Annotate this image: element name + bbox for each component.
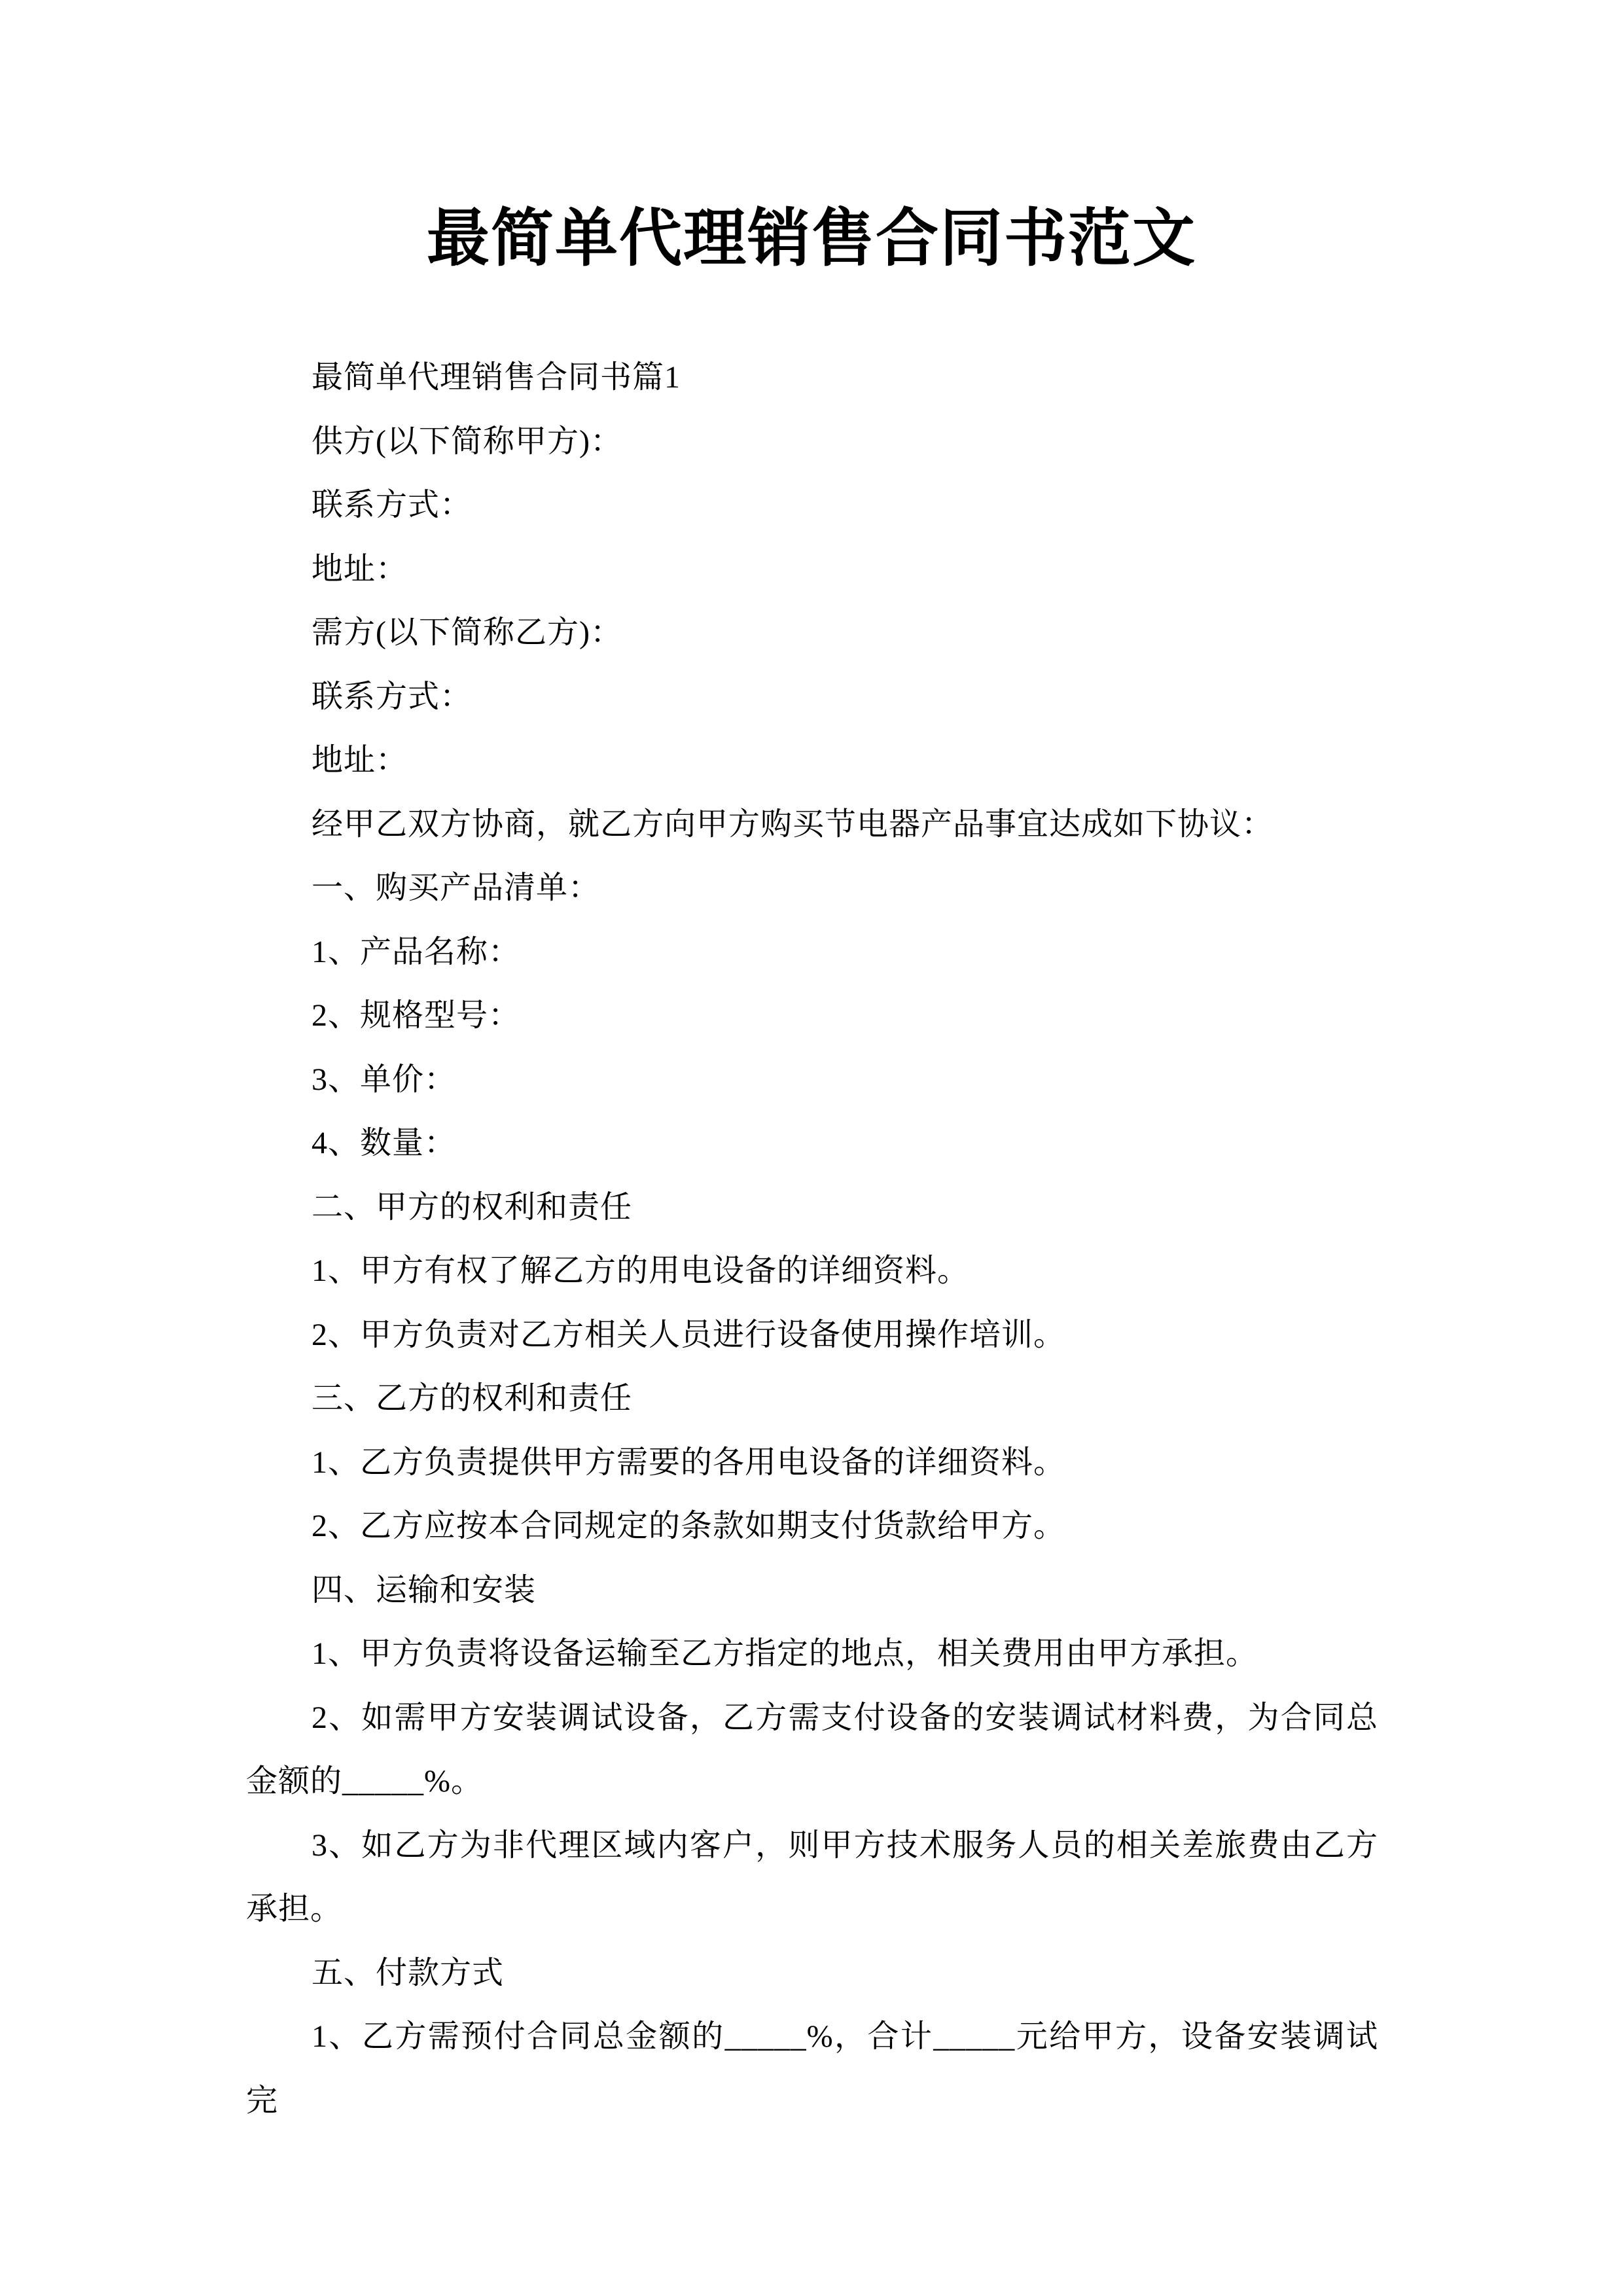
paragraph: 2、乙方应按本合同规定的条款如期支付货款给甲方。 [312, 1509, 1066, 1543]
paragraph: 三、乙方的权利和责任 [312, 1381, 633, 1416]
paragraph: 2、如需甲方安装调试设备，乙方需支付设备的安装调试材料费，为合同总金额的_____%。 [246, 1700, 1378, 1799]
paragraph: 供方(以下简称甲方)： [312, 423, 622, 459]
paragraph: 2、规格型号： [312, 998, 521, 1033]
paragraph: 联系方式： [312, 679, 473, 714]
paragraph: 一、购买产品清单： [312, 870, 601, 905]
paragraph: 1、乙方负责提供甲方需要的各用电设备的详细资料。 [312, 1444, 1066, 1480]
paragraph: 五、付款方式 [312, 1955, 505, 1990]
paragraph: 经甲乙双方协商，就乙方向甲方购买节电器产品事宜达成如下协议： [312, 806, 1274, 842]
paragraph: 3、如乙方为非代理区域内客户，则甲方技术服务人员的相关差旅费由乙方承担。 [246, 1827, 1378, 1926]
paragraph: 需方(以下简称乙方)： [312, 615, 622, 650]
document-body [246, 346, 1378, 2132]
document-title: 最简单代理销售合同书范文 [427, 204, 1196, 274]
paragraph: 1、乙方需预付合同总金额的_____%，合计_____元给甲方，设备安装调试完 [246, 2019, 1378, 2118]
paragraph: 3、单价： [312, 1062, 457, 1097]
paragraph: 1、甲方有权了解乙方的用电设备的详细资料。 [312, 1253, 970, 1288]
paragraph: 4、数量： [312, 1126, 457, 1160]
paragraph: 最简单代理销售合同书篇1 [312, 360, 681, 395]
paragraph: 四、运输和安装 [312, 1572, 537, 1607]
paragraph: 联系方式： [312, 488, 473, 522]
paragraph: 1、甲方负责将设备运输至乙方指定的地点，相关费用由甲方承担。 [312, 1636, 1258, 1671]
paragraph: 二、甲方的权利和责任 [312, 1189, 633, 1225]
paragraph: 1、产品名称： [312, 934, 521, 969]
paragraph: 地址： [312, 551, 408, 586]
paragraph: 地址： [312, 743, 408, 778]
paragraph: 2、甲方负责对乙方相关人员进行设备使用操作培训。 [312, 1317, 1066, 1352]
